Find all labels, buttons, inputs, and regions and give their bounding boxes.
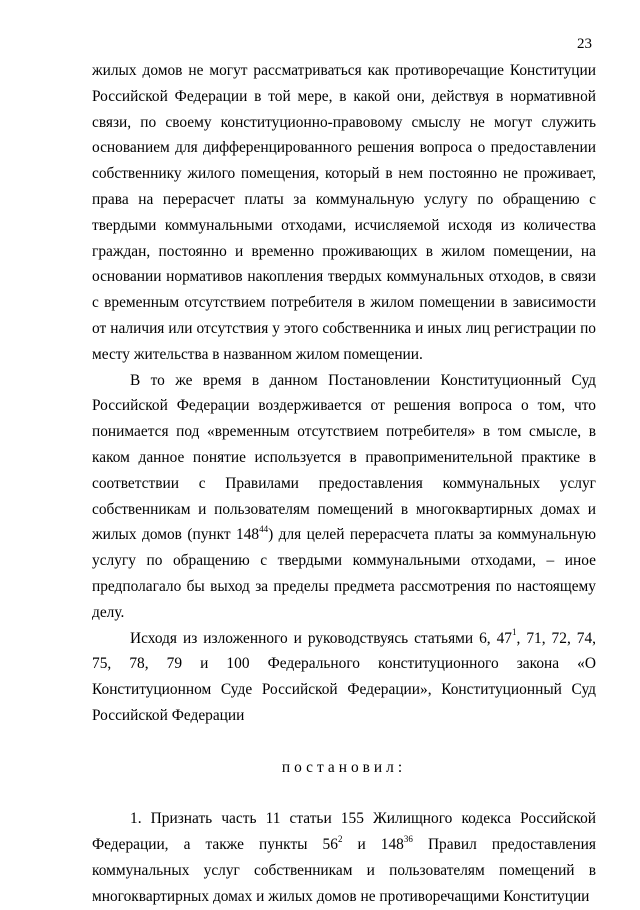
footnote-ref-2: 2 (337, 833, 343, 844)
paragraph-4-text-a: 1. Признать часть 11 статьи 155 Жилищного кодекса Российской Федерации, а также пункты 56 (92, 810, 596, 854)
paragraph-4 (92, 806, 596, 909)
paragraph-2-text-b: ) для целей перерасчета платы за коммунальную услугу по обращению с твердыми коммунальными отходами, – иное предполагало бы выход за пределы предмета рассмотрения по настоящему делу. (92, 526, 596, 621)
paragraph-2 (92, 368, 596, 626)
page-number: 23 (577, 36, 592, 52)
paragraph-1: жилых домов не могут рассматриваться как противоречащие Конституции Российской Федерации в той мере, в какой они, действуя в нормативной связи, по своему конституционно-правовому смыслу не могут служить основанием для дифференцированного решения вопроса о предоставлении собственнику жилого помещения, который в нем постоянно не проживает, права на перерасчет платы за коммунальную услугу по обращению с твердыми коммунальными отходами, исчисляемой исходя из количества граждан, постоянно и временно проживающих в жилом помещении, на основании нормативов накопления твердых коммунальных отходов, в связи с временным отсутствием потребителя в жилом помещении в зависимости от наличия или отсутствия у этого собственника и иных лиц регистрации по месту жительства в названном жилом помещении. (92, 62, 596, 363)
decree-heading: постановил: (281, 758, 407, 776)
paragraph-2-text-a: В то же время в данном Постановлении Конституционный Суд Российской Федерации воздерживается от решения вопроса о том, что понимается под «временным отсутствием потребителя» в том смысле, в каком данное понятие используется в правоприменительной практике в соответствии с Правилами предоставления коммунальных услуг собственникам и пользователям помещений в многоквартирных домах и жилых домов (пункт 148 (92, 371, 596, 544)
paragraph-3-text-b: , 71, 72, 74, 75, 78, 79 и 100 Федерального конституционного закона «О Конституционном Суде Российской Федерации», Конституционный Суд Российской Федерации (92, 629, 596, 724)
document-body (92, 58, 596, 910)
paragraph-4-text-b: и 148 (342, 836, 404, 854)
footnote-ref-44: 44 (259, 524, 269, 535)
paragraph-3-text-a: Исходя из изложенного и руководствуясь статьями 6, 47 (130, 629, 513, 647)
paragraph-4-text-c: Правил предоставления коммунальных услуг собственникам и пользователям помещений в многоквартирных домах и жилых домов не противоречащими Конституции (92, 836, 596, 905)
paragraph-3 (92, 626, 596, 729)
footnote-ref-1: 1 (512, 627, 517, 638)
footnote-ref-36: 36 (403, 833, 413, 844)
